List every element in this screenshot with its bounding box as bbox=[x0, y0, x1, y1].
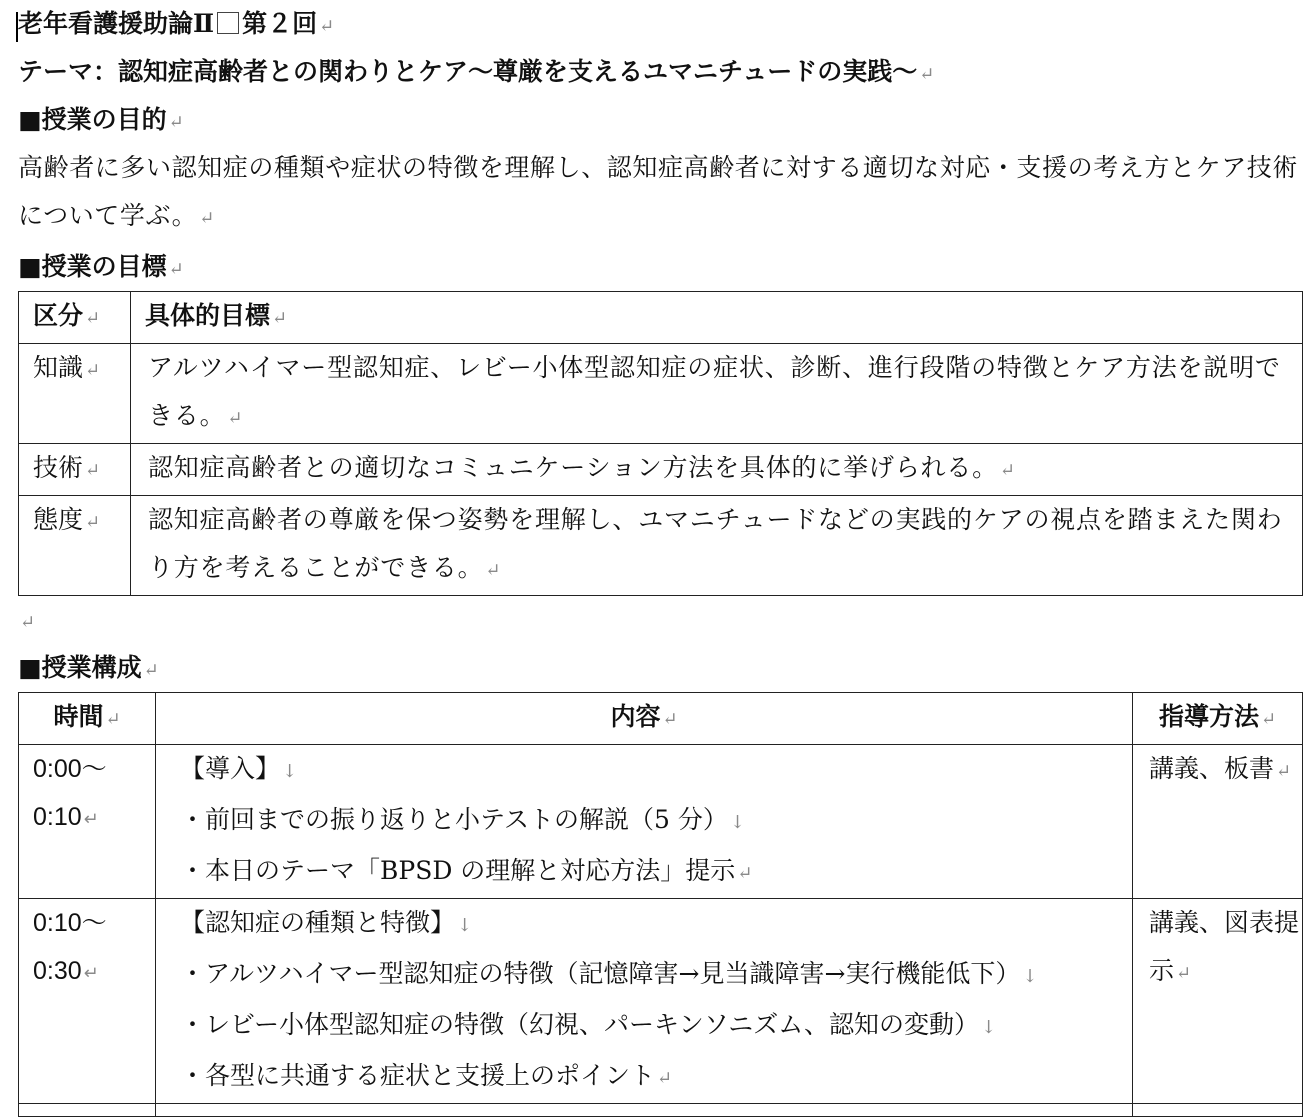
structure-time bbox=[19, 899, 156, 1104]
paragraph-mark-icon: ↵ bbox=[1260, 709, 1277, 730]
paragraph-mark-icon: ↵ bbox=[83, 809, 99, 829]
goal-category: 技術 ↵ bbox=[19, 444, 131, 496]
paragraph-mark-icon: ↵ bbox=[999, 460, 1016, 481]
structure-row-partial bbox=[19, 1104, 1303, 1117]
paragraph-mark-icon: ↵ bbox=[919, 64, 935, 85]
structure-heading-text: ■授業構成 bbox=[18, 653, 142, 682]
content-line: 【認知症の種類と特徴】 bbox=[180, 908, 456, 937]
goals-header-category: 区分 ↵ bbox=[19, 292, 131, 344]
structure-content bbox=[156, 899, 1133, 1104]
structure-header-content: 内容 ↵ bbox=[156, 693, 1133, 745]
paragraph-mark-icon: ↵ bbox=[20, 612, 36, 633]
structure-cell-empty bbox=[1133, 1104, 1303, 1117]
line-break-icon: ↓ bbox=[729, 812, 745, 833]
structure-row bbox=[19, 899, 1303, 1104]
paragraph-mark-icon: ↵ bbox=[272, 308, 288, 329]
goal-text: 認知症高齢者との適切なコミュニケーション方法を具体的に挙げられる。 ↵ bbox=[131, 444, 1303, 496]
content-line: ・前回までの振り返りと小テストの解説（5 分） bbox=[180, 805, 728, 834]
course-title-session: 第２回 bbox=[242, 9, 318, 38]
paragraph-mark-icon: ↵ bbox=[85, 460, 101, 481]
paragraph-mark-icon: ↵ bbox=[227, 408, 244, 429]
goal-text: アルツハイマー型認知症、レビー小体型認知症の症状、診断、進行段階の特徴とケア方法を説明できる。 ↵ bbox=[131, 344, 1303, 444]
paragraph-mark-icon: ↵ bbox=[85, 308, 101, 329]
time-end: 0:10 bbox=[33, 803, 82, 831]
structure-cell-empty bbox=[156, 1104, 1133, 1117]
goals-table-header bbox=[19, 292, 1303, 344]
goals-row bbox=[19, 344, 1303, 444]
course-title bbox=[18, 0, 1302, 48]
goals-heading-text: ■授業の目標 bbox=[18, 252, 167, 281]
paragraph-mark-icon: ↵ bbox=[662, 709, 678, 730]
line-break-icon: ↓ bbox=[981, 1017, 997, 1038]
goal-category: 知識 ↵ bbox=[19, 344, 131, 444]
structure-content bbox=[156, 745, 1133, 899]
structure-time bbox=[19, 745, 156, 899]
paragraph-mark-icon: ↵ bbox=[85, 512, 101, 533]
paragraph-mark-icon: ↵ bbox=[657, 1068, 673, 1089]
paragraph-mark-icon: ↵ bbox=[105, 709, 121, 730]
purpose-text: 高齢者に多い認知症の種類や症状の特徴を理解し、認知症高齢者に対する適切な対応・支援の考え方とケア技術について学ぶ。 bbox=[18, 153, 1299, 230]
content-line: ・本日のテーマ「BPSD の理解と対応方法」提示 bbox=[180, 856, 736, 885]
goals-row bbox=[19, 496, 1303, 596]
time-start: 0:00〜 bbox=[33, 755, 107, 783]
paragraph-mark-icon: ↵ bbox=[737, 863, 753, 884]
goals-row bbox=[19, 444, 1303, 496]
structure-table bbox=[18, 692, 1303, 1117]
time-end: 0:30 bbox=[33, 957, 82, 985]
structure-row bbox=[19, 745, 1303, 899]
paragraph-mark-icon: ↵ bbox=[85, 360, 101, 381]
line-break-icon: ↓ bbox=[282, 761, 298, 782]
structure-heading bbox=[18, 644, 1302, 692]
content-line: 【導入】 bbox=[180, 754, 281, 783]
paragraph-mark-icon: ↵ bbox=[319, 16, 335, 37]
purpose-heading bbox=[18, 96, 1302, 144]
line-break-icon: ↓ bbox=[1022, 966, 1038, 987]
line-break-icon: ↓ bbox=[457, 915, 473, 936]
paragraph-mark-icon: ↵ bbox=[168, 259, 184, 280]
goals-table bbox=[18, 291, 1303, 596]
empty-paragraph bbox=[18, 596, 1302, 644]
structure-header-method: 指導方法 ↵ bbox=[1133, 693, 1303, 745]
structure-method: 講義、板書 ↵ bbox=[1133, 745, 1303, 899]
goal-text: 認知症高齢者の尊厳を保つ姿勢を理解し、ユマニチュードなどの実践的ケアの視点を踏まえた関わり方を考えることができる。 ↵ bbox=[131, 496, 1303, 596]
paragraph-mark-icon: ↵ bbox=[143, 660, 159, 681]
placeholder-box-icon bbox=[217, 12, 239, 34]
paragraph-mark-icon: ↵ bbox=[168, 112, 184, 133]
content-line: ・アルツハイマー型認知症の特徴（記憶障害→見当識障害→実行機能低下） bbox=[180, 959, 1021, 988]
lesson-theme bbox=[18, 48, 1302, 96]
goal-category: 態度 ↵ bbox=[19, 496, 131, 596]
paragraph-mark-icon: ↵ bbox=[83, 963, 99, 983]
goals-heading bbox=[18, 243, 1302, 291]
purpose-heading-text: ■授業の目的 bbox=[18, 105, 167, 134]
structure-table-header bbox=[19, 693, 1303, 745]
paragraph-mark-icon: ↵ bbox=[485, 560, 502, 581]
content-line: ・レビー小体型認知症の特徴（幻視、パーキンソニズム、認知の変動） bbox=[180, 1010, 980, 1039]
lesson-theme-text: テーマ：認知症高齢者との関わりとケア〜尊厳を支えるユマニチュードの実践〜 bbox=[18, 57, 918, 86]
goals-header-goal: 具体的目標 ↵ bbox=[131, 292, 1303, 344]
structure-method: 講義、図表提示 ↵ bbox=[1133, 899, 1303, 1104]
paragraph-mark-icon: ↵ bbox=[1276, 761, 1292, 782]
course-title-main: 老年看護援助論Ⅱ bbox=[18, 9, 215, 38]
content-line: ・各型に共通する症状と支援上のポイント bbox=[180, 1061, 656, 1090]
structure-cell-empty bbox=[19, 1104, 156, 1117]
time-start: 0:10〜 bbox=[33, 909, 107, 937]
purpose-paragraph bbox=[18, 144, 1302, 243]
document-page bbox=[18, 0, 1302, 1117]
paragraph-mark-icon: ↵ bbox=[199, 208, 215, 229]
text-cursor bbox=[16, 12, 18, 42]
structure-header-time: 時間 ↵ bbox=[19, 693, 156, 745]
paragraph-mark-icon: ↵ bbox=[1176, 963, 1192, 984]
